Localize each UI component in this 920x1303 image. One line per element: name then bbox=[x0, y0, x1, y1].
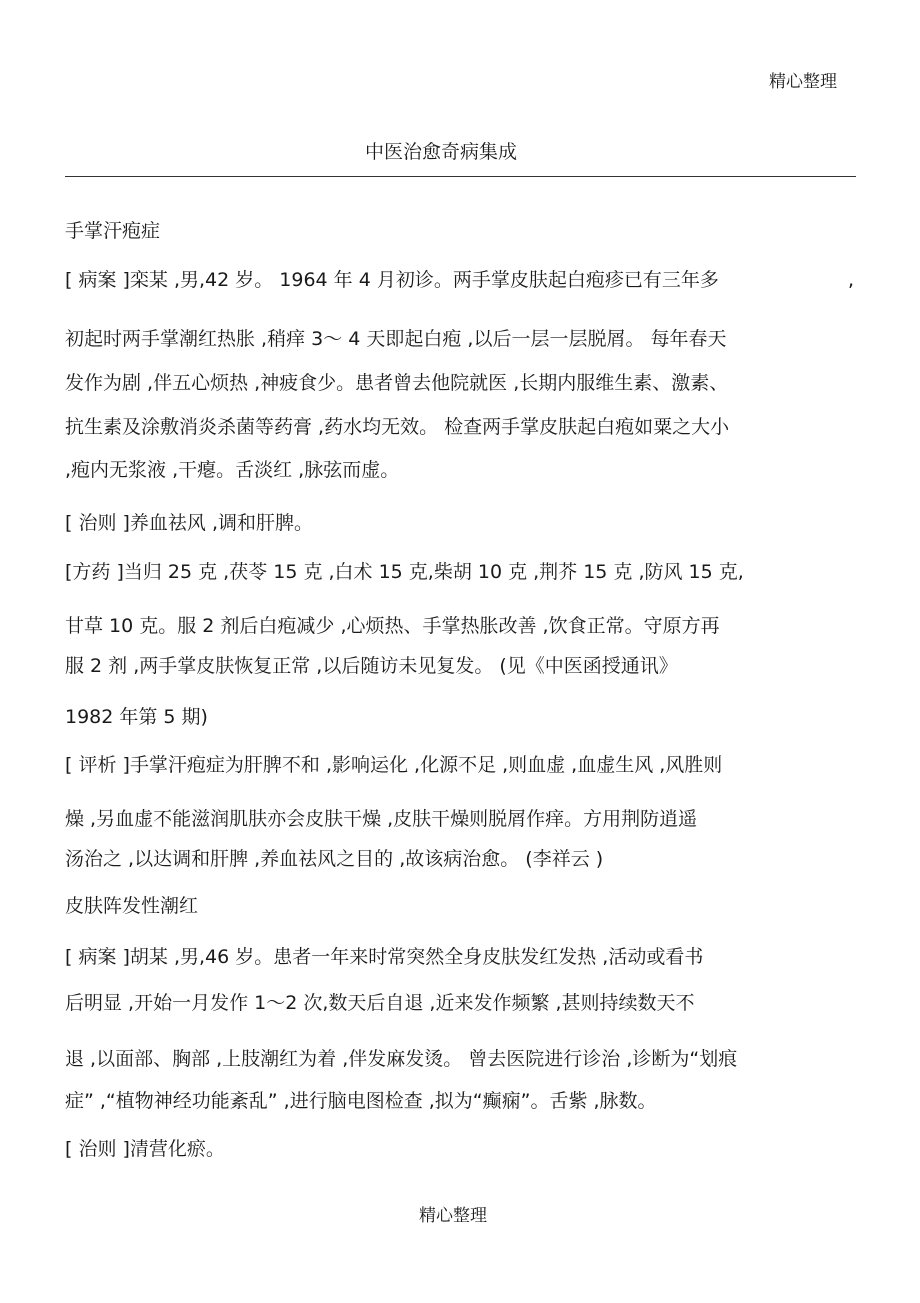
case1-analysis-line: 燥 ,另血虚不能滋润肌肤亦会皮肤干燥 ,皮肤干燥则脱屑作痒。方用荆防逍遥 bbox=[65, 808, 698, 830]
case1-record-line: 发作为剧 ,伴五心烦热 ,神疲食少。患者曾去他院就医 ,长期内服维生素、激素、 bbox=[65, 372, 729, 394]
case1-record-line: 初起时两手掌潮红热胀 ,稍痒 3～ 4 天即起白疱 ,以后一层一层脱屑。 每年春天 bbox=[65, 328, 727, 350]
case1-title: 手掌汗疱症 bbox=[65, 220, 161, 242]
case1-record-line: ,疱内无浆液 ,干瘪。舌淡红 ,脉弦而虚。 bbox=[65, 459, 400, 481]
case1-record-line: [ 病案 ]栾某 ,男,42 岁。 1964 年 4 月初诊。两手掌皮肤起白疱疹已有三年多 bbox=[65, 269, 719, 291]
case1-analysis-line: [ 评析 ]手掌汗疱症为肝脾不和 ,影响运化 ,化源不足 ,则血虚 ,血虚生风 ,风胜则 bbox=[65, 754, 723, 776]
case1-treatment: [ 治则 ]养血祛风 ,调和肝脾。 bbox=[65, 512, 313, 534]
case2-record-line: 退 ,以面部、胸部 ,上肢潮红为着 ,伴发麻发烫。 曾去医院进行诊治 ,诊断为“划痕 bbox=[65, 1048, 738, 1070]
case1-prescription-line: 服 2 剂 ,两手掌皮肤恢复正常 ,以后随访未见复发。 (见《中医函授通讯》 bbox=[65, 655, 678, 677]
title-divider bbox=[65, 176, 856, 177]
case2-record-line: [ 病案 ]胡某 ,男,46 岁。患者一年来时常突然全身皮肤发红发热 ,活动或看书 bbox=[65, 946, 704, 968]
case1-record-line: , bbox=[848, 269, 855, 291]
footer-note: 精心整理 bbox=[419, 1206, 487, 1226]
case2-record-line: 症” ,“植物神经功能紊乱” ,进行脑电图检查 ,拟为“癫痫”。舌紫 ,脉数。 bbox=[65, 1090, 657, 1112]
case1-record-line: 抗生素及涂敷消炎杀菌等药膏 ,药水均无效。 检查两手掌皮肤起白疱如粟之大小 bbox=[65, 416, 730, 438]
case2-title: 皮肤阵发性潮红 bbox=[65, 895, 199, 917]
case1-prescription-line: [方药 ]当归 25 克 ,茯苓 15 克 ,白术 15 克,柴胡 10 克 ,荆芥 15 克 ,防风 15 克, bbox=[65, 561, 744, 583]
case1-prescription-line: 1982 年第 5 期) bbox=[65, 706, 208, 728]
case2-record-line: 后明显 ,开始一月发作 1～2 次,数天后自退 ,近来发作频繁 ,甚则持续数天不 bbox=[65, 992, 695, 1014]
page-title: 中医治愈奇病集成 bbox=[365, 141, 518, 163]
case2-treatment: [ 治则 ]清营化瘀。 bbox=[65, 1138, 225, 1160]
case1-analysis-line: 汤治之 ,以达调和肝脾 ,养血祛风之目的 ,故该病治愈。 (李祥云 ) bbox=[65, 848, 604, 870]
header-note: 精心整理 bbox=[769, 72, 837, 92]
case1-prescription-line: 甘草 10 克。服 2 剂后白疱减少 ,心烦热、手掌热胀改善 ,饮食正常。守原方再 bbox=[65, 615, 720, 637]
